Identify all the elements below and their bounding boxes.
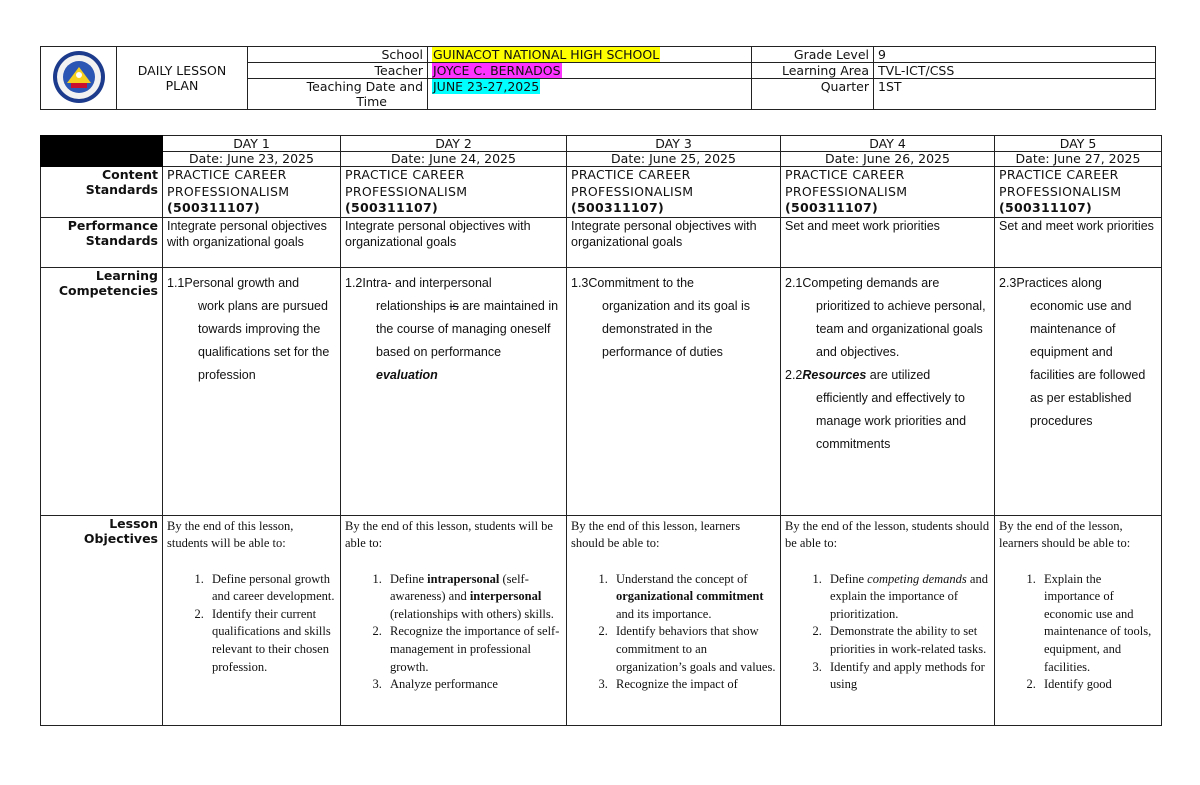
teacher-value: JOYCE C. BERNADOS [428,63,752,79]
quarter-label: Quarter [752,79,874,110]
day-2-header: DAY 2 [341,136,567,152]
learning-area-label: Learning Area [752,63,874,79]
performance-standard-day-4: Set and meet work priorities [781,217,995,267]
grade-level-label: Grade Level [752,47,874,63]
content-standard-day-1: PRACTICE CAREER PROFESSIONALISM (500311107) [163,167,341,218]
list-item: 2. Identify their current qualifications and skills relevant to their chosen profession. [207,606,336,676]
performance-standard-day-2: Integrate personal objectives with organizational goals [341,217,567,267]
list-item: 1. Understand the concept of organizational commitment and its importance. [611,571,776,624]
day-3-date: Date: June 25, 2025 [567,152,781,167]
school-label: School [248,47,428,63]
content-standard-day-3: PRACTICE CAREER PROFESSIONALISM (500311107) [567,167,781,218]
day-3-header: DAY 3 [567,136,781,152]
teaching-date-label: Teaching Date and Time [248,79,428,110]
learning-area-value: TVL-ICT/CSS [874,63,1156,79]
day-1-header: DAY 1 [163,136,341,152]
school-value: GUINACOT NATIONAL HIGH SCHOOL [428,47,752,63]
list-item: 2. Identify good [1039,676,1157,694]
performance-standard-day-5: Set and meet work priorities [995,217,1162,267]
objectives-day-4: By the end of the lesson, students should be able to: 1. Define competing demands and explain the importance of prioritization. 2. Demonstrate the ability to set priorities in work-related tasks. 3. Identify and apply methods for using [781,515,995,725]
daily-lesson-plan-title: DAILY LESSON PLAN [117,47,248,110]
list-item: 2. Identify behaviors that show commitment to an organization’s goals and values. [611,623,776,676]
objectives-day-5: By the end of the lesson, learners should be able to: 1. Explain the importance of economic use and maintenance of tools, equipment, and facilities. 2. Identify good [995,515,1162,725]
day-2-date: Date: June 24, 2025 [341,152,567,167]
content-standards-label: Content Standards [41,167,163,218]
objectives-day-1: By the end of this lesson, students will be able to: 1. Define personal growth and career development. 2. Identify their current qualifications and skills relevant to their chosen profession. [163,515,341,725]
teacher-label: Teacher [248,63,428,79]
day-1-date: Date: June 23, 2025 [163,152,341,167]
competency-day-3: 1.3Commitment to the organization and its goal is demonstrated in the performance of duties [567,267,781,515]
day-5-date: Date: June 27, 2025 [995,152,1162,167]
lesson-plan-table [40,135,1162,726]
performance-standard-day-1: Integrate personal objectives with organizational goals [163,217,341,267]
deped-seal-icon [51,49,107,105]
competency-day-5: 2.3Practices along economic use and maintenance of equipment and facilities are followed as per established procedures [995,267,1162,515]
learning-competencies-label: Learning Competencies [41,267,163,515]
competency-day-4: 2.1Competing demands are prioritized to achieve personal, team and organizational goals and objectives. 2.2Resources are utilized efficiently and effectively to manage work priorities and commitments [781,267,995,515]
logo-cell [41,47,117,110]
list-item: 2. Demonstrate the ability to set priorities in work-related tasks. [825,623,990,658]
list-item: 3. Identify and apply methods for using [825,659,990,694]
competency-day-2: 1.2Intra- and interpersonal relationships is are maintained in the course of managing oneself based on performance evaluation [341,267,567,515]
header-table [40,46,1156,110]
list-item: 1. Explain the importance of economic use and maintenance of tools, equipment, and facilities. [1039,571,1157,677]
day-4-header: DAY 4 [781,136,995,152]
day-5-header: DAY 5 [995,136,1162,152]
day-4-date: Date: June 26, 2025 [781,152,995,167]
list-item: 2. Recognize the importance of self-management in professional growth. [385,623,562,676]
list-item: 1. Define personal growth and career development. [207,571,336,606]
competency-day-1: 1.1Personal growth and work plans are pursued towards improving the qualifications set for the profession [163,267,341,515]
objectives-day-2: By the end of this lesson, students will be able to: 1. Define intrapersonal (self-awareness) and interpersonal (relationships with others) skills. 2. Recognize the importance of self-management in professional growth. 3. Analyze performance [341,515,567,725]
teaching-date-value: JUNE 23-27,2025 [428,79,752,110]
list-item: 1. Define competing demands and explain the importance of prioritization. [825,571,990,624]
list-item: 1. Define intrapersonal (self-awareness) and interpersonal (relationships with others) skills. [385,571,562,624]
objectives-day-3: By the end of this lesson, learners should be able to: 1. Understand the concept of organizational commitment and its importance. 2. Identify behaviors that show commitment to an organization’s goals and values. 3. Recognize the impact of [567,515,781,725]
content-standard-day-4: PRACTICE CAREER PROFESSIONALISM (500311107) [781,167,995,218]
list-item: 3. Recognize the impact of [611,676,776,694]
content-standard-day-2: PRACTICE CAREER PROFESSIONALISM (500311107) [341,167,567,218]
quarter-value: 1ST [874,79,1156,110]
list-item: 3. Analyze performance [385,676,562,694]
performance-standards-label: Performance Standards [41,217,163,267]
corner-cell [41,136,163,167]
lesson-objectives-label: Lesson Objectives [41,515,163,725]
performance-standard-day-3: Integrate personal objectives with organizational goals [567,217,781,267]
grade-level-value: 9 [874,47,1156,63]
content-standard-day-5: PRACTICE CAREER PROFESSIONALISM (500311107) [995,167,1162,218]
